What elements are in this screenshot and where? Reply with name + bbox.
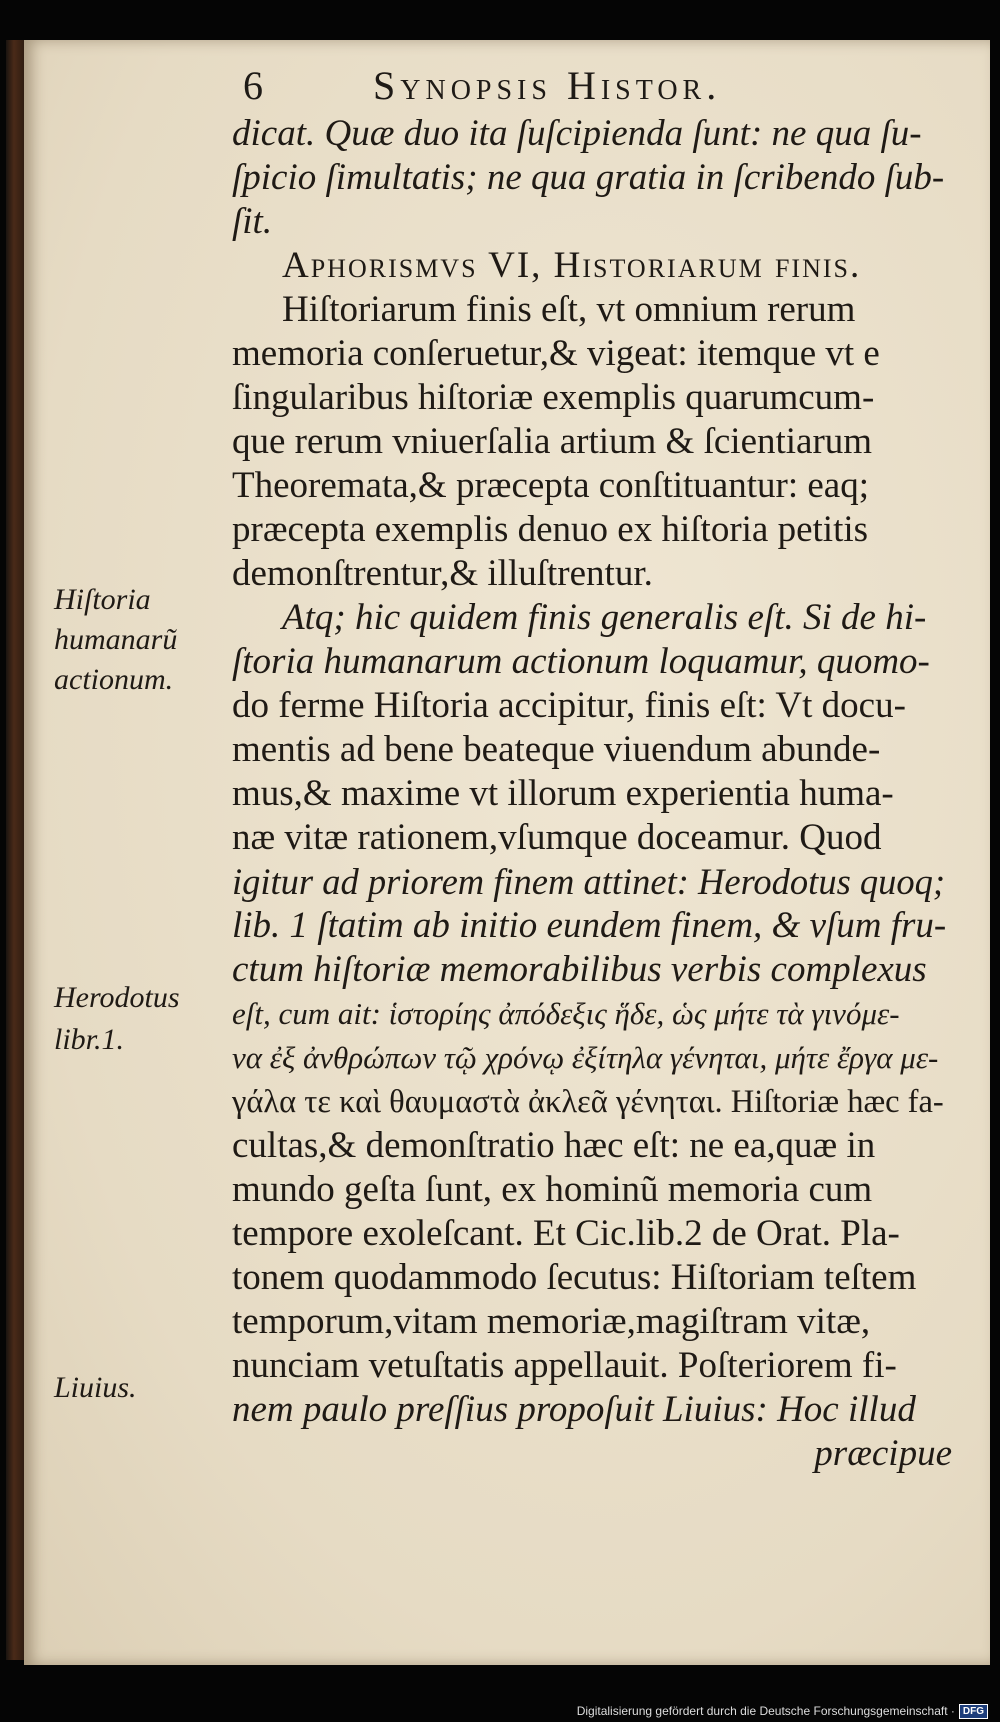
text-line: Atq; hic quidem finis generalis eſt. Si de hi- <box>282 597 927 638</box>
margin-note: Liuius. <box>54 1371 137 1404</box>
text-line: Theoremata,& præcepta conſtituantur: eaq; <box>232 465 869 506</box>
text-line: ctum hiſtoriæ memorabilibus verbis complexus <box>232 949 927 990</box>
text-line: tonem quodammodo ſecutus: Hiſtoriam teſtem <box>232 1257 917 1298</box>
footer-text: Digitalisierung gefördert durch die Deutsche Forschungsgemeinschaft · <box>576 1704 955 1718</box>
margin-note: Herodotus <box>54 981 180 1014</box>
text-line: mentis ad bene beateque viuendum abunde- <box>232 729 881 770</box>
text-line: cultas,& demonſtratio hæc eſt: ne ea,quæ in <box>232 1125 876 1166</box>
section-heading: Aphorismvs VI, Hiſtoriarum finis. <box>282 245 862 286</box>
page-number: 6 <box>243 63 263 108</box>
text-line: nem paulo preſſius propoſuit Liuius: Hoc illud <box>232 1389 916 1430</box>
text-line: mundo geſta ſunt, ex hominũ memoria cum <box>232 1169 873 1210</box>
text-line: dicat. Quæ duo ita ſuſcipienda ſunt: ne qua ſu- <box>232 113 922 154</box>
book-binding <box>6 40 26 1660</box>
text-line: tempore exoleſcant. Et Cic.lib.2 de Orat. Pla- <box>232 1213 900 1254</box>
running-title: Synopsis Histor. <box>373 63 722 108</box>
text-line: memoria conſeruetur,& vigeat: itemque vt e <box>232 333 880 374</box>
text-line: ſingularibus hiſtoriæ exemplis quarumcum- <box>232 377 875 418</box>
text-line: ſpicio ſimultatis; ne qua gratia in ſcribendo ſub- <box>232 157 945 198</box>
catchword: præcipue <box>814 1433 952 1474</box>
dfg-logo-icon: DFG <box>959 1704 988 1719</box>
digitization-footer <box>577 1702 988 1720</box>
text-line: igitur ad priorem finem attinet: Herodotus quoq; <box>232 861 946 902</box>
text-line: γάλα τε καὶ θαυμαστὰ ἀκλεᾶ γένηται. Hiſtoriæ hæc fa- <box>232 1084 944 1120</box>
text-line: næ vitæ rationem,vſumque doceamur. Quod <box>232 817 882 858</box>
margin-note: actionum. <box>54 663 174 696</box>
text-line: que rerum vniuerſalia artium & ſcientiarum <box>232 421 873 462</box>
text-line: temporum,vitam memoriæ,magiſtram vitæ, <box>232 1301 871 1342</box>
text-line: eſt, cum ait: ἱστορίης ἀπόδεξις ἥδε, ὡς μήτε τὰ γινόμε- <box>232 996 900 1031</box>
text-line: ſit. <box>232 201 273 242</box>
text-line: demonſtrentur,& illuſtrentur. <box>232 553 653 594</box>
margin-note: libr.1. <box>54 1023 125 1056</box>
text-line: do ferme Hiſtoria accipitur, finis eſt: Vt docu- <box>232 685 906 726</box>
text-line: nunciam vetuſtatis appellauit. Poſteriorem fi- <box>232 1345 897 1386</box>
text-line: mus,& maxime vt illorum experientia huma- <box>232 773 894 814</box>
text-line: Hiſtoriarum finis eſt, vt omnium rerum <box>282 289 856 330</box>
page-header <box>243 62 943 112</box>
text-line: ſtoria humanarum actionum loquamur, quomo- <box>232 641 930 682</box>
text-line: lib. 1 ſtatim ab initio eundem finem, & vſum fru- <box>232 905 947 946</box>
margin-note: humanarũ <box>54 623 178 656</box>
text-line: præcepta exemplis denuo ex hiſtoria petitis <box>232 509 869 550</box>
text-line: να ἐξ ἀνθρώπων τῷ χρόνῳ ἐξίτηλα γένηται, μήτε ἔργα με- <box>232 1040 939 1075</box>
margin-note: Hiſtoria <box>54 583 151 616</box>
